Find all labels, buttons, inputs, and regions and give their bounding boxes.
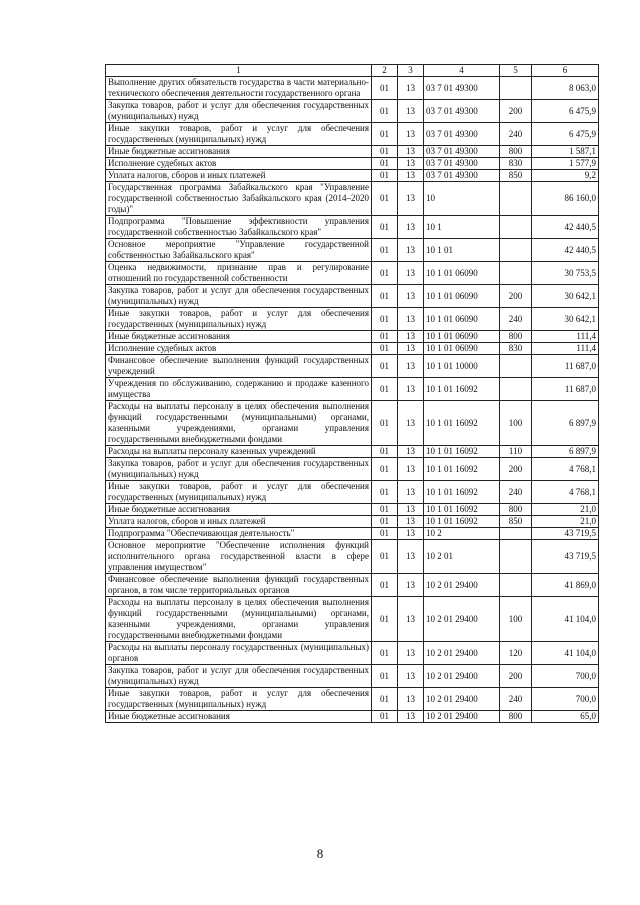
cell-section: 01 [372,100,398,123]
cell-subsection: 13 [398,688,424,711]
cell-target-article: 10 1 01 06090 [424,343,500,355]
cell-subsection: 13 [398,100,424,123]
cell-subsection: 13 [398,285,424,308]
cell-target-article: 10 1 01 16092 [424,446,500,458]
cell-section: 01 [372,343,398,355]
cell-target-article: 10 2 01 29400 [424,642,500,665]
cell-section: 01 [372,239,398,262]
header-col-4: 4 [424,65,500,77]
cell-section: 01 [372,401,398,446]
header-col-6: 6 [532,65,599,77]
cell-amount: 700,0 [532,688,599,711]
cell-expense-type: 110 [500,446,532,458]
cell-expense-type: 200 [500,458,532,481]
cell-subsection: 13 [398,528,424,540]
table-row [106,401,599,446]
cell-amount: 1 577,9 [532,158,599,170]
cell-name: Иные закупки товаров, работ и услуг для обеспечения государственных (муниципальных) нужд [106,481,372,504]
table-row [106,458,599,481]
cell-expense-type [500,239,532,262]
cell-name: Исполнение судебных актов [106,343,372,355]
cell-expense-type [500,216,532,239]
cell-target-article: 10 2 [424,528,500,540]
cell-section: 01 [372,170,398,182]
cell-subsection: 13 [398,481,424,504]
cell-subsection: 13 [398,158,424,170]
cell-name: Расходы на выплаты персоналу в целях обеспечения выполнения функций государственными (муниципальными) органами, казенными учреждениями, органами управления государственными внебюджетными фондами [106,597,372,642]
cell-name: Закупка товаров, работ и услуг для обеспечения государственных (муниципальных) нужд [106,100,372,123]
cell-amount: 700,0 [532,665,599,688]
cell-subsection: 13 [398,216,424,239]
table-row [106,528,599,540]
cell-section: 01 [372,77,398,100]
cell-name: Учреждения по обслуживанию, содержанию и продаже казенного имущества [106,378,372,401]
cell-name: Основное мероприятие "Управление государственной собственностью Забайкальского края" [106,239,372,262]
cell-amount: 30 642,1 [532,308,599,331]
cell-target-article: 03 7 01 49300 [424,158,500,170]
cell-target-article: 10 2 01 29400 [424,597,500,642]
cell-target-article: 10 1 01 16092 [424,504,500,516]
cell-subsection: 13 [398,170,424,182]
cell-expense-type [500,355,532,378]
cell-section: 01 [372,458,398,481]
table-row [106,262,599,285]
cell-expense-type: 800 [500,331,532,343]
table-row [106,239,599,262]
cell-target-article: 10 1 01 06090 [424,331,500,343]
cell-subsection: 13 [398,182,424,216]
cell-amount: 1 587,1 [532,146,599,158]
cell-name: Исполнение судебных актов [106,158,372,170]
cell-amount: 4 768,1 [532,458,599,481]
table-row [106,597,599,642]
table-row [106,540,599,574]
cell-subsection: 13 [398,262,424,285]
header-col-1: 1 [106,65,372,77]
cell-amount: 42 440,5 [532,216,599,239]
cell-section: 01 [372,378,398,401]
cell-name: Закупка товаров, работ и услуг для обеспечения государственных (муниципальных) нужд [106,665,372,688]
cell-amount: 41 869,0 [532,574,599,597]
cell-expense-type [500,528,532,540]
cell-section: 01 [372,688,398,711]
cell-subsection: 13 [398,458,424,481]
header-col-5: 5 [500,65,532,77]
cell-target-article: 10 1 01 16092 [424,458,500,481]
cell-expense-type: 830 [500,158,532,170]
cell-expense-type: 200 [500,100,532,123]
table-row [106,182,599,216]
table-row [106,308,599,331]
cell-subsection: 13 [398,642,424,665]
cell-amount: 111,4 [532,331,599,343]
cell-amount: 86 160,0 [532,182,599,216]
cell-amount: 41 104,0 [532,642,599,665]
cell-expense-type [500,77,532,100]
cell-target-article: 10 1 01 16092 [424,378,500,401]
cell-expense-type: 240 [500,688,532,711]
table-row [106,642,599,665]
cell-amount: 43 719,5 [532,540,599,574]
cell-expense-type: 800 [500,711,532,723]
cell-subsection: 13 [398,504,424,516]
cell-subsection: 13 [398,308,424,331]
cell-target-article: 10 2 01 [424,540,500,574]
cell-subsection: 13 [398,146,424,158]
table-row [106,170,599,182]
cell-subsection: 13 [398,540,424,574]
cell-expense-type: 200 [500,285,532,308]
cell-name: Иные бюджетные ассигнования [106,711,372,723]
cell-subsection: 13 [398,123,424,146]
cell-name: Финансовое обеспечение выполнения функций государственных органов, в том числе территориальных органов [106,574,372,597]
cell-target-article: 10 1 01 06090 [424,285,500,308]
table-row [106,481,599,504]
cell-section: 01 [372,516,398,528]
table-row [106,504,599,516]
cell-section: 01 [372,262,398,285]
cell-target-article: 10 1 [424,216,500,239]
cell-section: 01 [372,711,398,723]
cell-amount: 6 475,9 [532,123,599,146]
cell-target-article: 10 1 01 06090 [424,262,500,285]
cell-amount: 6 897,9 [532,401,599,446]
cell-subsection: 13 [398,239,424,262]
cell-section: 01 [372,528,398,540]
cell-target-article: 03 7 01 49300 [424,123,500,146]
cell-name: Иные бюджетные ассигнования [106,146,372,158]
cell-expense-type [500,540,532,574]
cell-target-article: 10 2 01 29400 [424,688,500,711]
cell-subsection: 13 [398,446,424,458]
cell-target-article: 10 2 01 29400 [424,574,500,597]
cell-name: Иные закупки товаров, работ и услуг для обеспечения государственных (муниципальных) нужд [106,688,372,711]
cell-name: Иные бюджетные ассигнования [106,331,372,343]
cell-name: Расходы на выплаты персоналу в целях обеспечения выполнения функций государственными (муниципальными) органами, казенными учреждениями, органами управления государственными внебюджетными фондами [106,401,372,446]
cell-expense-type: 240 [500,481,532,504]
header-col-3: 3 [398,65,424,77]
cell-amount: 9,2 [532,170,599,182]
cell-name: Иные бюджетные ассигнования [106,504,372,516]
table-row [106,343,599,355]
table-row [106,123,599,146]
cell-name: Закупка товаров, работ и услуг для обеспечения государственных (муниципальных) нужд [106,458,372,481]
cell-amount: 30 753,5 [532,262,599,285]
table-row [106,158,599,170]
table-row [106,688,599,711]
cell-expense-type: 100 [500,597,532,642]
cell-amount: 111,4 [532,343,599,355]
cell-subsection: 13 [398,401,424,446]
cell-subsection: 13 [398,665,424,688]
cell-name: Государственная программа Забайкальского края "Управление государственной собственностью Забайкальского края (2014–2020 годы)" [106,182,372,216]
cell-target-article: 10 1 01 10000 [424,355,500,378]
cell-expense-type: 240 [500,123,532,146]
cell-expense-type: 100 [500,401,532,446]
cell-name: Расходы на выплаты персоналу казенных учреждений [106,446,372,458]
cell-section: 01 [372,642,398,665]
cell-amount: 4 768,1 [532,481,599,504]
table-row [106,146,599,158]
cell-expense-type: 200 [500,665,532,688]
cell-expense-type: 830 [500,343,532,355]
cell-expense-type [500,262,532,285]
cell-name: Выполнение других обязательств государства в части материально-технического обеспечения деятельности государственного органа [106,77,372,100]
cell-section: 01 [372,158,398,170]
table-row [106,331,599,343]
page-number: 8 [316,846,324,861]
cell-name: Оценка недвижимости, признание прав и регулирование отношений по государственной собственности [106,262,372,285]
cell-section: 01 [372,481,398,504]
cell-name: Подпрограмма "Повышение эффективности управления государственной собственностью Забайкальского края" [106,216,372,239]
cell-subsection: 13 [398,355,424,378]
cell-amount: 21,0 [532,504,599,516]
cell-section: 01 [372,308,398,331]
budget-table [105,64,599,723]
cell-name: Основное мероприятие "Обеспечение исполнения функций исполнительного органа государственной власти в сфере управления имуществом" [106,540,372,574]
cell-section: 01 [372,146,398,158]
cell-name: Закупка товаров, работ и услуг для обеспечения государственных (муниципальных) нужд [106,285,372,308]
cell-name: Подпрограмма "Обеспечивающая деятельность" [106,528,372,540]
cell-target-article: 03 7 01 49300 [424,146,500,158]
cell-target-article: 10 1 01 16092 [424,401,500,446]
cell-target-article: 03 7 01 49300 [424,100,500,123]
cell-target-article: 10 2 01 29400 [424,665,500,688]
cell-amount: 11 687,0 [532,355,599,378]
cell-section: 01 [372,216,398,239]
table-row [106,77,599,100]
cell-amount: 41 104,0 [532,597,599,642]
cell-amount: 30 642,1 [532,285,599,308]
cell-name: Иные закупки товаров, работ и услуг для обеспечения государственных (муниципальных) нужд [106,308,372,331]
cell-section: 01 [372,285,398,308]
cell-expense-type: 850 [500,170,532,182]
cell-expense-type [500,182,532,216]
cell-section: 01 [372,182,398,216]
cell-amount: 6 475,9 [532,100,599,123]
cell-name: Иные закупки товаров, работ и услуг для обеспечения государственных (муниципальных) нужд [106,123,372,146]
cell-amount: 11 687,0 [532,378,599,401]
table-row [106,665,599,688]
cell-expense-type [500,378,532,401]
table-body [106,77,599,723]
table-row [106,100,599,123]
cell-subsection: 13 [398,77,424,100]
cell-name: Уплата налогов, сборов и иных платежей [106,516,372,528]
cell-target-article: 03 7 01 49300 [424,77,500,100]
cell-amount: 43 719,5 [532,528,599,540]
header-row [106,65,599,77]
table-row [106,285,599,308]
header-col-2: 2 [372,65,398,77]
cell-subsection: 13 [398,516,424,528]
cell-amount: 8 063,0 [532,77,599,100]
cell-expense-type: 120 [500,642,532,665]
cell-name: Уплата налогов, сборов и иных платежей [106,170,372,182]
table-row [106,216,599,239]
cell-section: 01 [372,665,398,688]
cell-expense-type [500,574,532,597]
cell-subsection: 13 [398,574,424,597]
cell-name: Расходы на выплаты персоналу государственных (муниципальных) органов [106,642,372,665]
cell-subsection: 13 [398,331,424,343]
cell-amount: 42 440,5 [532,239,599,262]
cell-amount: 65,0 [532,711,599,723]
cell-expense-type: 800 [500,504,532,516]
cell-subsection: 13 [398,378,424,401]
cell-amount: 6 897,9 [532,446,599,458]
cell-section: 01 [372,331,398,343]
cell-section: 01 [372,123,398,146]
table-row [106,446,599,458]
cell-section: 01 [372,446,398,458]
cell-section: 01 [372,504,398,516]
cell-section: 01 [372,540,398,574]
cell-amount: 21,0 [532,516,599,528]
cell-expense-type: 800 [500,146,532,158]
cell-target-article: 03 7 01 49300 [424,170,500,182]
cell-section: 01 [372,597,398,642]
cell-expense-type: 850 [500,516,532,528]
table-row [106,378,599,401]
table-row [106,574,599,597]
cell-target-article: 10 [424,182,500,216]
table-row [106,355,599,378]
table-row [106,516,599,528]
cell-expense-type: 240 [500,308,532,331]
cell-target-article: 10 2 01 29400 [424,711,500,723]
cell-target-article: 10 1 01 16092 [424,516,500,528]
cell-section: 01 [372,574,398,597]
cell-section: 01 [372,355,398,378]
cell-target-article: 10 1 01 16092 [424,481,500,504]
cell-subsection: 13 [398,711,424,723]
cell-target-article: 10 1 01 06090 [424,308,500,331]
cell-target-article: 10 1 01 [424,239,500,262]
cell-subsection: 13 [398,597,424,642]
cell-name: Финансовое обеспечение выполнения функций государственных учреждений [106,355,372,378]
table-row [106,711,599,723]
cell-subsection: 13 [398,343,424,355]
